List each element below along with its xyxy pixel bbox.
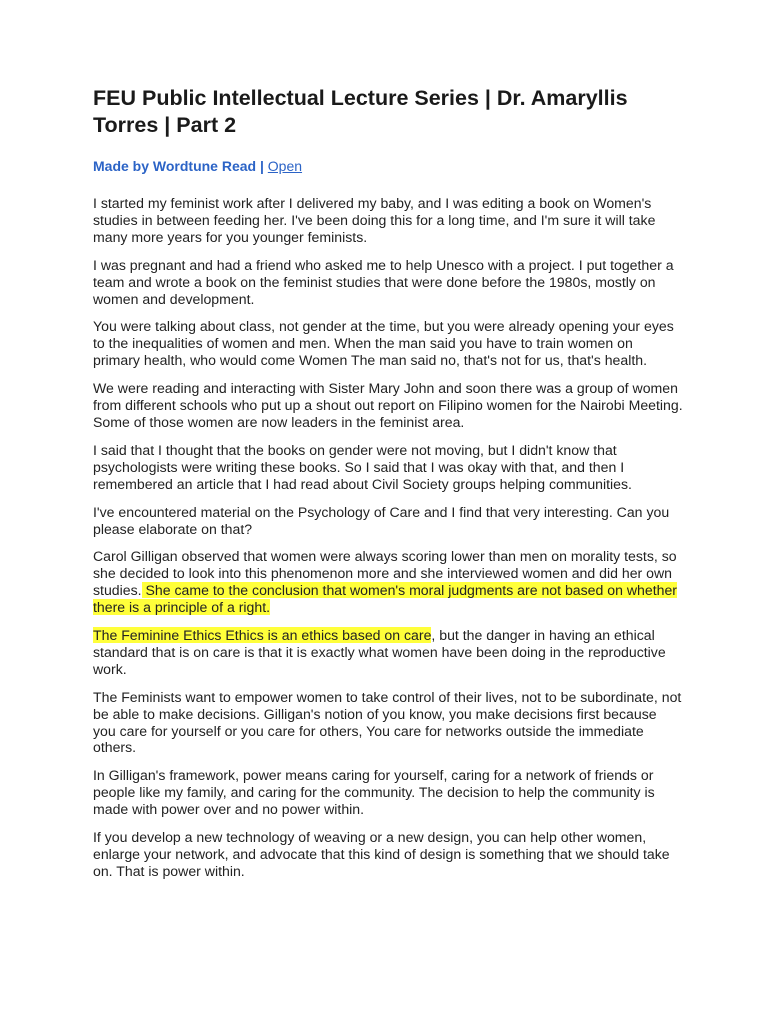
paragraph-10: In Gilligan's framework, power means caring for yourself, caring for a network of friends or people like my family, and caring for the community. The decision to help the community is made with power over and no power within.: [93, 767, 655, 818]
paragraph-8-text: , but the danger in having an ethical standard that is on care is that it is exactly what women have been doing in the reproductive work.: [93, 627, 666, 677]
open-link[interactable]: Open: [267, 158, 303, 174]
highlighted-text: The Feminine Ethics Ethics is an ethics based on care: [93, 627, 432, 644]
made-by-label: Made by Wordtune Read |: [93, 158, 264, 174]
page-title: FEU Public Intellectual Lecture Series | Dr. Amaryllis Torres | Part 2: [93, 86, 628, 137]
byline: [93, 158, 683, 175]
paragraph-2: I was pregnant and had a friend who asked me to help Unesco with a project. I put together a team and wrote a book on the feminist studies that were done before the 1980s, mostly on women and development.: [93, 256, 674, 307]
article-body: [93, 195, 683, 880]
paragraph-4: We were reading and interacting with Sister Mary John and soon there was a group of women from different schools who put up a shout out report on Filipino women for the Nairobi Meeting. Some of those women are now leaders in the feminist area.: [93, 380, 683, 430]
paragraph-9: The Feminists want to empower women to take control of their lives, not to be subordinate, not be able to make decisions. Gilligan's notion of you know, you make decisions first because you care for yourself or you care for others, You care for networks outside the immediate others.: [93, 688, 682, 756]
paragraph-7-text: Carol Gilligan observed that women were always scoring lower than men on morality tests, so she decided to look into this phenomenon more and she interviewed women and did her own studies.: [93, 548, 677, 599]
paragraph-5: I said that I thought that the books on gender were not moving, but I didn't know that psychologists were writing these books. So I said that I was okay with that, and then I remembered an article that I had read about Civil Society groups helping communities.: [93, 441, 632, 492]
paragraph-1: I started my feminist work after I delivered my baby, and I was editing a book on Women's studies in between feeding her. I've been doing this for a long time, and I'm sure it will take many more years for you younger feminists.: [93, 195, 656, 245]
paragraph-8: [93, 627, 683, 678]
paragraph-6: I've encountered material on the Psychology of Care and I find that very interesting. Can you please elaborate on that?: [93, 503, 670, 537]
document-page: [93, 85, 683, 891]
highlighted-text: She came to the conclusion that women's moral judgments are not based on whether there is a principle of a right.: [93, 582, 678, 616]
paragraph-7: [93, 548, 683, 616]
paragraph-3: You were talking about class, not gender at the time, but you were already opening your eyes to the inequalities of women and men. When the man said you have to train women on primary health, who would come Women The man said no, that's not for us, that's health.: [93, 318, 674, 369]
paragraph-11: If you develop a new technology of weaving or a new design, you can help other women, enlarge your network, and advocate that this kind of design is something that we should take on. That is power within.: [93, 829, 670, 879]
